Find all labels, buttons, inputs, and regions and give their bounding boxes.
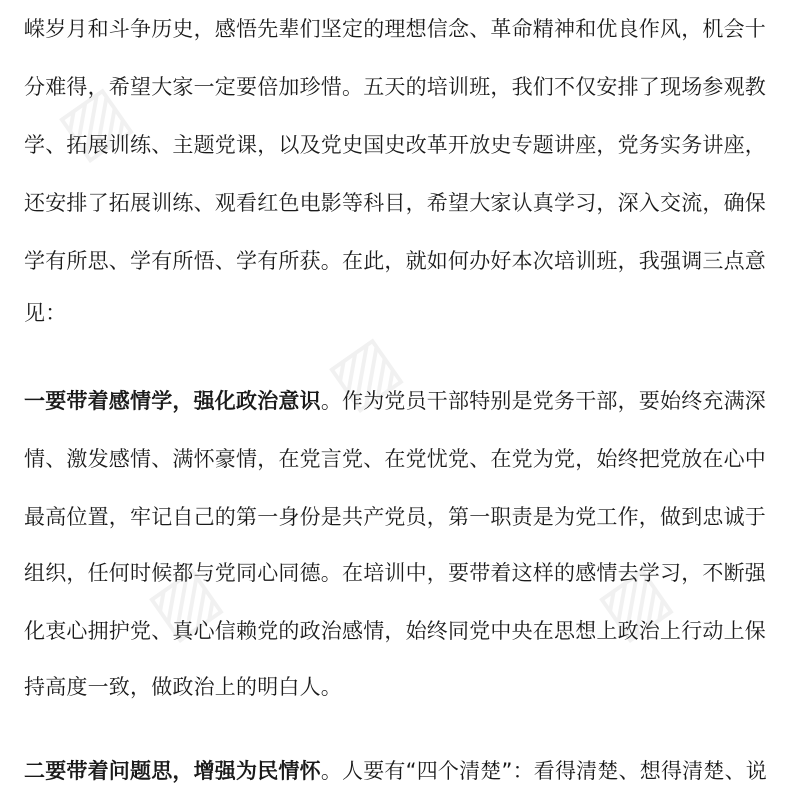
paragraph-line: 还安排了拓展训练、观看红色电影等科目，希望大家认真学习，深入交流，确保 bbox=[24, 191, 766, 215]
watermark-mark: ▨ bbox=[312, 318, 414, 424]
paragraph-line: 分难得，希望大家一定要倍加珍惜。五天的培训班，我们不仅安排了现场参观教 bbox=[24, 75, 766, 99]
section2-heading: 二要带着问题思，增强为民情怀 bbox=[24, 759, 321, 783]
section1-line: 化衷心拥护党、真心信赖党的政治感情，始终同党中央在思想上政治上行动上保 bbox=[24, 619, 766, 643]
section1-heading: 一要带着感情学，强化政治意识 bbox=[24, 389, 321, 413]
section1-first-line bbox=[24, 386, 766, 416]
paragraph-line: 学有所思、学有所悟、学有所获。在此，就如何办好本次培训班，我强调三点意 bbox=[24, 249, 766, 273]
paragraph-line: 学、拓展训练、主题党课，以及党史国史改革开放史专题讲座，党务实务讲座， bbox=[24, 133, 766, 157]
paragraph-line: 见： bbox=[24, 301, 67, 325]
paragraph-line: 嵘岁月和斗争历史，感悟先辈们坚定的理想信念、革命精神和优良作风，机会十 bbox=[24, 17, 766, 41]
section1-line: 情、激发感情、满怀豪情，在党言党、在党忧党、在党为党，始终把党放在心中 bbox=[24, 447, 766, 471]
section1-line: 组织，任何时候都与党同心同德。在培训中，要带着这样的感情去学习，不断强 bbox=[24, 561, 766, 585]
watermark-mark: ▨ bbox=[42, 68, 144, 174]
section1-line: 持高度一致，做政治上的明白人。 bbox=[24, 675, 342, 699]
section2-first-line-text: 。人要有“四个清楚”：看得清楚、想得清楚、说 bbox=[320, 759, 767, 783]
section1-first-line-text: 。作为党员干部特别是党务干部，要始终充满深 bbox=[320, 389, 767, 413]
section1-line: 最高位置，牢记自己的第一身份是共产党员，第一职责是为党工作，做到忠诚于 bbox=[24, 505, 766, 529]
section2-first-line bbox=[24, 756, 767, 786]
watermark-mark: ▨ bbox=[132, 548, 234, 654]
watermark-mark: ▨ bbox=[582, 548, 684, 654]
